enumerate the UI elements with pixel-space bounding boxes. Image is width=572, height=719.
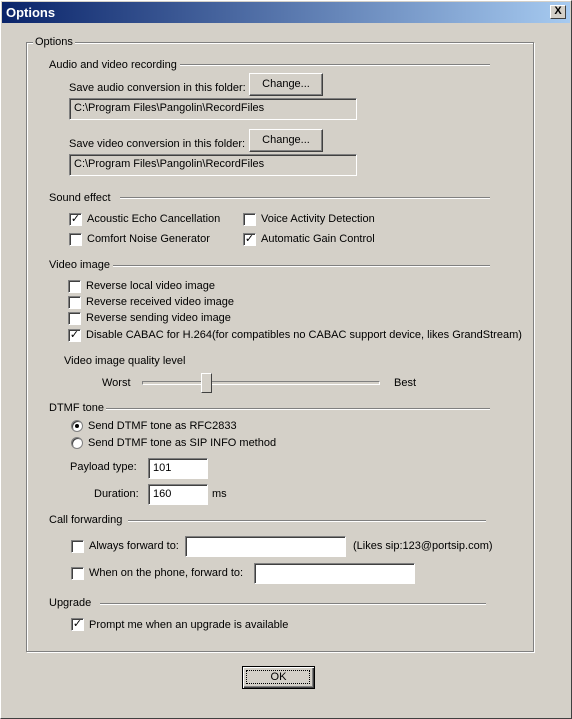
section-title-video: Video image xyxy=(49,259,110,271)
quality-slider-track[interactable] xyxy=(142,381,380,385)
section-divider xyxy=(113,265,490,267)
dtmf-rfc2833-radio[interactable] xyxy=(71,420,83,432)
options-group-title: Options xyxy=(35,36,73,48)
quality-slider-thumb[interactable] xyxy=(201,373,212,393)
always-forward-input[interactable] xyxy=(185,536,346,557)
quality-best-label: Best xyxy=(394,377,417,389)
section-title-upgrade: Upgrade xyxy=(49,597,92,609)
video-folder-path: C:\Program Files\Pangolin\RecordFiles xyxy=(69,154,357,176)
dtmf-sipinfo-radio[interactable] xyxy=(71,437,83,449)
section-title-recording: Audio and video recording xyxy=(49,59,177,71)
section-divider xyxy=(106,408,490,410)
reverse-received-label[interactable]: Reverse received video image xyxy=(86,296,234,308)
section-divider xyxy=(180,64,490,66)
reverse-local-label[interactable]: Reverse local video image xyxy=(86,280,216,292)
section-divider xyxy=(120,197,490,199)
agc-label[interactable]: Automatic Gain Control xyxy=(261,233,375,245)
forward-hint: (Likes sip:123@portsip.com) xyxy=(353,540,493,552)
title-bar[interactable] xyxy=(2,2,570,23)
disable-cabac-label[interactable]: Disable CABAC for H.264(for compatibles no CABAC support device, likes GrandStream) xyxy=(86,329,522,341)
disable-cabac-checkbox[interactable]: ✓ xyxy=(69,329,80,341)
always-forward-label[interactable]: Always forward to: xyxy=(89,540,179,552)
reverse-local-checkbox[interactable] xyxy=(68,280,81,293)
onphone-forward-input[interactable] xyxy=(254,563,415,584)
payload-type-input[interactable]: 101 xyxy=(148,458,208,479)
audio-change-button[interactable]: Change... xyxy=(249,73,323,96)
dtmf-rfc2833-label[interactable]: Send DTMF tone as RFC2833 xyxy=(88,420,237,432)
ok-button[interactable]: OK xyxy=(242,666,315,689)
vad-checkbox[interactable] xyxy=(243,213,256,226)
section-divider xyxy=(100,603,486,605)
aec-checkbox[interactable]: ✓ xyxy=(70,213,81,225)
onphone-forward-checkbox[interactable] xyxy=(71,567,84,580)
video-change-button[interactable]: Change... xyxy=(249,129,323,152)
reverse-sending-label[interactable]: Reverse sending video image xyxy=(86,312,231,324)
section-title-sound: Sound effect xyxy=(49,192,111,204)
window-title: Options xyxy=(6,5,56,20)
reverse-received-checkbox[interactable] xyxy=(68,296,81,309)
audio-folder-label: Save audio conversion in this folder: xyxy=(69,82,246,94)
duration-label: Duration: xyxy=(94,488,139,500)
always-forward-checkbox[interactable] xyxy=(71,540,84,553)
video-folder-label: Save video conversion in this folder: xyxy=(69,138,246,150)
vad-label[interactable]: Voice Activity Detection xyxy=(261,213,375,225)
duration-input[interactable]: 160 xyxy=(148,484,208,505)
duration-unit: ms xyxy=(212,488,227,500)
section-title-dtmf: DTMF tone xyxy=(49,402,105,414)
dtmf-sipinfo-label[interactable]: Send DTMF tone as SIP INFO method xyxy=(88,437,277,449)
section-divider xyxy=(128,520,486,522)
quality-label: Video image quality level xyxy=(64,355,186,367)
aec-label[interactable]: Acoustic Echo Cancellation xyxy=(87,213,221,225)
cng-checkbox[interactable] xyxy=(69,233,82,246)
agc-checkbox[interactable]: ✓ xyxy=(244,233,255,245)
reverse-sending-checkbox[interactable] xyxy=(68,312,81,325)
audio-folder-path: C:\Program Files\Pangolin\RecordFiles xyxy=(69,98,357,120)
payload-type-label: Payload type: xyxy=(70,461,137,473)
upgrade-prompt-label[interactable]: Prompt me when an upgrade is available xyxy=(89,619,289,631)
quality-worst-label: Worst xyxy=(102,377,131,389)
close-icon[interactable]: X xyxy=(550,5,566,19)
cng-label[interactable]: Comfort Noise Generator xyxy=(87,233,210,245)
upgrade-prompt-checkbox[interactable]: ✓ xyxy=(72,618,83,630)
section-title-forwarding: Call forwarding xyxy=(49,514,123,526)
onphone-forward-label[interactable]: When on the phone, forward to: xyxy=(89,567,244,579)
